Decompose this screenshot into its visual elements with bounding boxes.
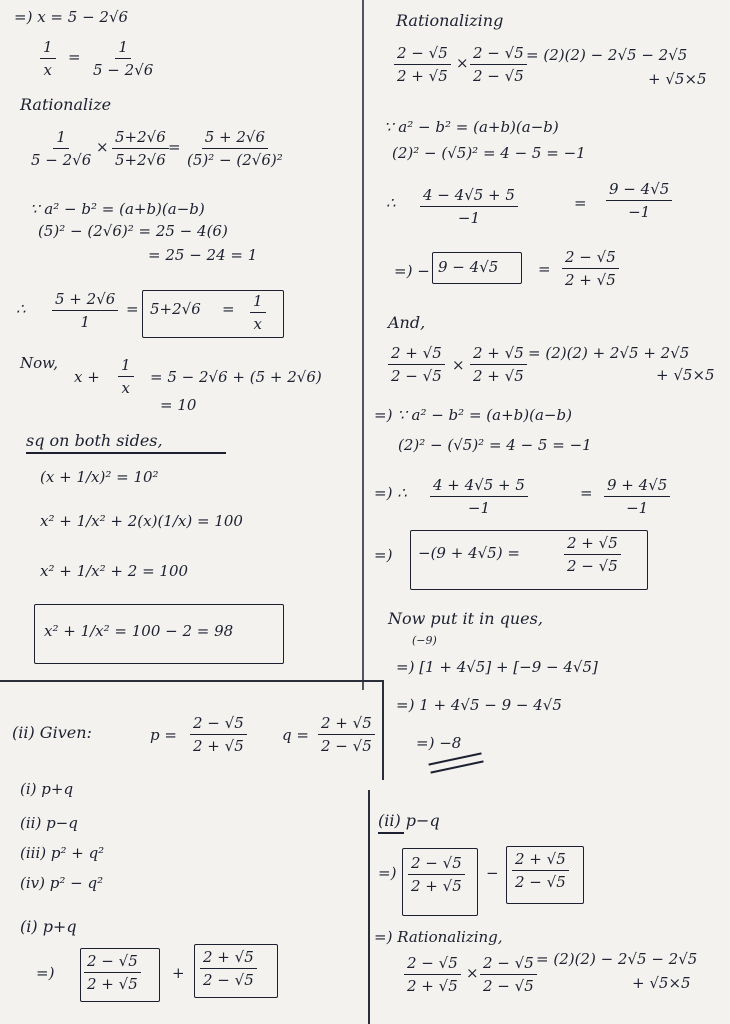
equals-sign: = bbox=[68, 48, 81, 66]
fraction-numerator: 2 + √5 bbox=[200, 948, 257, 969]
part-ii-frac-3 bbox=[404, 954, 461, 995]
one-over-x bbox=[40, 38, 56, 79]
part-ii-rhs-cont: + √5×5 bbox=[632, 974, 691, 992]
task-list-item: (iv) p² − q² bbox=[20, 874, 104, 892]
p-equals: p = bbox=[150, 726, 177, 744]
rat-rhs-cont: + √5×5 bbox=[648, 70, 707, 88]
part-ii-rhs: = (2)(2) − 2√5 − 2√5 bbox=[536, 950, 698, 968]
rationalize-frac-2 bbox=[112, 128, 169, 169]
fraction-numerator: 4 − 4√5 + 5 bbox=[420, 186, 518, 207]
ab-fraction bbox=[564, 534, 621, 575]
identity-line: =) ∵ a² − b² = (a+b)(a−b) bbox=[374, 406, 572, 424]
fraction-denominator: −1 bbox=[626, 499, 649, 517]
rat-frac-1 bbox=[394, 44, 451, 85]
rationalize-frac-1 bbox=[28, 128, 94, 169]
fraction-denominator: 2 + √5 bbox=[87, 975, 138, 993]
fraction-numerator: 2 + √5 bbox=[318, 714, 375, 735]
boxed-lhs: 5+2√6 bbox=[150, 300, 201, 318]
square-heading: sq on both sides, bbox=[26, 431, 163, 450]
boxed-value: 9 − 4√5 bbox=[438, 258, 499, 276]
fraction-numerator: 2 + √5 bbox=[388, 344, 445, 365]
heading-underline bbox=[378, 832, 404, 834]
fraction-numerator: 2 − √5 bbox=[470, 44, 527, 65]
put-heading: Now put it in ques, bbox=[388, 609, 543, 628]
heading-underline bbox=[26, 452, 226, 454]
part-ii-frac-4 bbox=[480, 954, 537, 995]
fraction-numerator: 9 + 4√5 bbox=[604, 476, 670, 497]
fraction-denominator: 2 − √5 bbox=[203, 971, 254, 989]
identity-calc-line: (5)² − (2√6)² = 25 − 4(6) bbox=[38, 222, 228, 240]
q-equals: q = bbox=[282, 726, 309, 744]
rth-fraction bbox=[420, 186, 518, 227]
therefore-symbol: ∴ bbox=[386, 194, 396, 212]
substitution-result: =) −8 bbox=[416, 734, 462, 752]
p-fraction bbox=[190, 714, 247, 755]
fraction-numerator: 1 bbox=[40, 38, 56, 59]
rth-result-fraction bbox=[606, 180, 672, 221]
equals-sign: = bbox=[126, 300, 139, 318]
and-rhs-cont: + √5×5 bbox=[656, 366, 715, 384]
part-ii-heading: (ii) p−q bbox=[378, 811, 440, 830]
minus-sign: − bbox=[486, 864, 499, 882]
task-list-item: (i) p+q bbox=[20, 780, 74, 798]
fraction-denominator: −1 bbox=[628, 203, 651, 221]
fraction-denominator: x bbox=[253, 315, 262, 333]
task-list-item: (iii) p² + q² bbox=[20, 844, 105, 862]
fraction-numerator: 2 − √5 bbox=[562, 248, 619, 269]
fraction-denominator: 1 bbox=[80, 313, 90, 331]
fraction-numerator: 2 − √5 bbox=[408, 854, 465, 875]
fraction-denominator: x bbox=[43, 61, 52, 79]
equals-sign: = bbox=[574, 194, 587, 212]
equals-sign: = bbox=[580, 484, 593, 502]
and-frac-1 bbox=[388, 344, 445, 385]
now-label: Now, bbox=[20, 354, 58, 372]
one-over-expression bbox=[90, 38, 156, 79]
fraction-denominator: x bbox=[121, 379, 130, 397]
fraction-numerator: 5 + 2√6 bbox=[52, 290, 118, 311]
x-plus: x + bbox=[74, 368, 100, 386]
therefore-symbol: ∴ bbox=[16, 300, 26, 318]
fraction-denominator: −1 bbox=[457, 209, 481, 227]
fraction-numerator: 5 + 2√6 bbox=[202, 128, 268, 149]
square-line-1: (x + 1/x)² = 10² bbox=[40, 468, 159, 486]
identity-calc-line: (2)² − (√5)² = 4 − 5 = −1 bbox=[398, 436, 592, 454]
rationalize-frac-3 bbox=[184, 128, 286, 169]
therefore-fraction bbox=[52, 290, 118, 331]
fraction-denominator: 2 + √5 bbox=[193, 737, 244, 755]
implies-sign: =) − bbox=[394, 262, 430, 280]
fraction-denominator: 2 − √5 bbox=[473, 67, 524, 85]
fraction-numerator: 2 − √5 bbox=[84, 952, 141, 973]
rationalize-heading: Rationalize bbox=[20, 95, 112, 114]
times-sign: × bbox=[466, 964, 479, 982]
fraction-denominator: 2 − √5 bbox=[483, 977, 534, 995]
fraction-denominator: 2 + √5 bbox=[565, 271, 616, 289]
fraction-denominator: 2 − √5 bbox=[567, 557, 618, 575]
square-line-3: x² + 1/x² + 2 = 100 bbox=[40, 562, 189, 580]
fraction-numerator: 2 + √5 bbox=[512, 850, 569, 871]
rat-rhs: = (2)(2) − 2√5 − 2√5 bbox=[526, 46, 688, 64]
substitution-line-1: =) [1 + 4√5] + [−9 − 4√5] bbox=[396, 658, 598, 676]
therefore-symbol: =) ∴ bbox=[374, 484, 407, 502]
fraction-denominator: 2 + √5 bbox=[407, 977, 458, 995]
rationalizing-heading: Rationalizing bbox=[396, 11, 504, 30]
part-ii-frac-1 bbox=[408, 854, 465, 895]
times-sign: × bbox=[456, 54, 469, 72]
boxed-one-over-x bbox=[250, 292, 266, 333]
identity-calc-line: (2)² − (√5)² = 4 − 5 = −1 bbox=[392, 144, 586, 162]
part-ii-frac-2 bbox=[512, 850, 569, 891]
section-frame-left bbox=[368, 790, 370, 1024]
fraction-numerator: 2 + √5 bbox=[564, 534, 621, 555]
implies-sign: =) bbox=[378, 864, 397, 882]
identity-result-line: = 25 − 24 = 1 bbox=[148, 246, 258, 264]
given-label: (ii) Given: bbox=[12, 723, 92, 742]
fraction-denominator: 2 + √5 bbox=[397, 67, 448, 85]
ath-fraction bbox=[430, 476, 528, 517]
fraction-numerator: 4 + 4√5 + 5 bbox=[430, 476, 528, 497]
fraction-numerator: 1 bbox=[118, 356, 134, 377]
equals-sign: = bbox=[168, 138, 181, 156]
given-frame-right bbox=[382, 680, 384, 780]
boxed-value: −(9 + 4√5) = bbox=[418, 544, 520, 562]
fraction-numerator: 9 − 4√5 bbox=[606, 180, 672, 201]
task-list-item: (ii) p−q bbox=[20, 814, 78, 832]
fraction-denominator: 2 + √5 bbox=[473, 367, 524, 385]
fraction-numerator: 2 − √5 bbox=[404, 954, 461, 975]
times-sign: × bbox=[452, 356, 465, 374]
sum-result: = 10 bbox=[160, 396, 197, 414]
fraction-denominator: −1 bbox=[467, 499, 491, 517]
square-line-4: x² + 1/x² = 100 − 2 = 98 bbox=[44, 622, 234, 640]
equals-sign: = bbox=[222, 300, 235, 318]
fraction-denominator: (5)² − (2√6)² bbox=[187, 151, 283, 169]
implies-sign: =) bbox=[36, 964, 55, 982]
times-sign: × bbox=[96, 138, 109, 156]
part-i-frac-1 bbox=[84, 952, 141, 993]
fraction-numerator: 2 − √5 bbox=[480, 954, 537, 975]
now-one-over-x bbox=[118, 356, 134, 397]
and-label: And, bbox=[388, 313, 426, 332]
fraction-denominator: 2 − √5 bbox=[321, 737, 372, 755]
ath-result-fraction bbox=[604, 476, 670, 517]
fraction-denominator: 5+2√6 bbox=[115, 151, 166, 169]
rat-frac-2 bbox=[470, 44, 527, 85]
given-frame-top bbox=[0, 680, 384, 682]
fraction-numerator: 1 bbox=[53, 128, 69, 149]
fraction-denominator: 2 + √5 bbox=[411, 877, 462, 895]
identity-line: ∵ a² − b² = (a+b)(a−b) bbox=[30, 200, 205, 218]
identity-line: ∵ a² − b² = (a+b)(a−b) bbox=[384, 118, 559, 136]
fraction-numerator: 5+2√6 bbox=[112, 128, 169, 149]
rb-fraction bbox=[562, 248, 619, 289]
part-i-heading: (i) p+q bbox=[20, 917, 77, 936]
fraction-denominator: 5 − 2√6 bbox=[31, 151, 92, 169]
rationalizing-line: =) Rationalizing, bbox=[374, 928, 503, 946]
margin-note: (−9) bbox=[412, 634, 437, 647]
substitution-line-2: =) 1 + 4√5 − 9 − 4√5 bbox=[396, 696, 562, 714]
fraction-numerator: 2 − √5 bbox=[190, 714, 247, 735]
sum-rhs: = 5 − 2√6 + (5 + 2√6) bbox=[150, 368, 322, 386]
square-line-2: x² + 1/x² + 2(x)(1/x) = 100 bbox=[40, 512, 243, 530]
fraction-numerator: 1 bbox=[115, 38, 131, 59]
fraction-denominator: 5 − 2√6 bbox=[93, 61, 154, 79]
and-rhs: = (2)(2) + 2√5 + 2√5 bbox=[528, 344, 690, 362]
x-value-line: =) x = 5 − 2√6 bbox=[14, 8, 129, 26]
plus-sign: + bbox=[172, 964, 185, 982]
fraction-numerator: 2 − √5 bbox=[394, 44, 451, 65]
column-divider bbox=[362, 0, 364, 690]
fraction-numerator: 2 + √5 bbox=[470, 344, 527, 365]
q-fraction bbox=[318, 714, 375, 755]
and-frac-2 bbox=[470, 344, 527, 385]
part-i-frac-2 bbox=[200, 948, 257, 989]
fraction-denominator: 2 − √5 bbox=[515, 873, 566, 891]
equals-sign: = bbox=[538, 260, 551, 278]
fraction-numerator: 1 bbox=[250, 292, 266, 313]
implies-sign: =) bbox=[374, 546, 393, 564]
fraction-denominator: 2 − √5 bbox=[391, 367, 442, 385]
